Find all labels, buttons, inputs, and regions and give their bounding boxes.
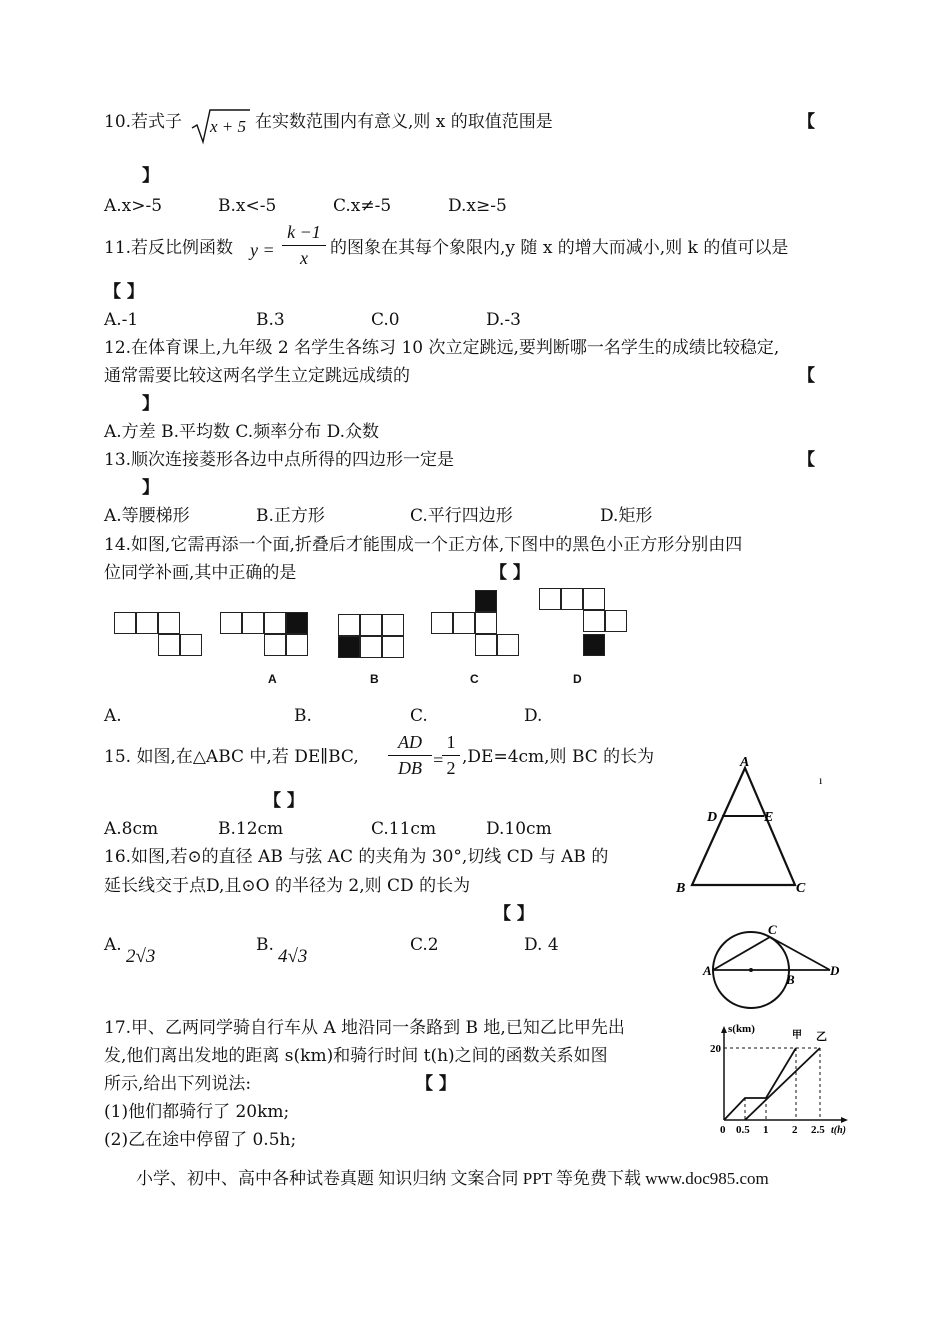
q15-option-b: B.12cm xyxy=(218,819,284,839)
q11-option-b: B.3 xyxy=(256,310,285,330)
q16-option-a-value: 2√3 xyxy=(126,946,156,967)
q15-option-a: A.8cm xyxy=(104,819,159,839)
q16-line2: 延长线交于点D,且⊙O 的半径为 2,则 CD 的长为 xyxy=(104,876,471,896)
q16-bracket: 【 】 xyxy=(494,904,534,924)
q10-bracket-open: 【 xyxy=(798,112,815,132)
q17-line2: 发,他们离出发地的距离 s(km)和骑行时间 t(h)之间的函数关系如图 xyxy=(104,1046,608,1066)
net-cell xyxy=(158,634,180,656)
net-cell xyxy=(561,588,583,610)
net-cell xyxy=(264,612,286,634)
q14-bracket: 【 】 xyxy=(490,563,530,583)
q16-circle-figure xyxy=(700,920,850,1020)
q14-fig-label-d: D xyxy=(573,672,582,686)
q14-line2: 位同学补画,其中正确的是 xyxy=(104,563,297,583)
q16-label-c: C xyxy=(768,922,777,937)
q12-options: A.方差 B.平均数 C.频率分布 D.众数 xyxy=(104,422,380,442)
q12-line2: 通常需要比较这两名学生立定跳远成绩的 xyxy=(104,366,410,386)
q16-option-b: B. xyxy=(256,935,274,955)
q15-option-d: D.10cm xyxy=(486,819,552,839)
q15-rest: ,DE=4cm,则 BC 的长为 xyxy=(462,747,655,767)
q17-yi-label: 乙 xyxy=(816,1031,827,1043)
net-cell xyxy=(114,612,136,634)
net-cell-black xyxy=(286,612,308,634)
q15-label-c: C xyxy=(796,881,806,896)
net-cell-black xyxy=(583,634,605,656)
q13-option-d: D.矩形 xyxy=(600,506,653,526)
q12-bracket-open: 【 xyxy=(798,366,815,386)
q14-fig-label-c: C xyxy=(470,672,479,686)
q15-label-e: E xyxy=(764,810,774,825)
q11-num: k −1 xyxy=(287,222,321,242)
q16-label-d: D xyxy=(830,963,840,978)
q16-line1: 16.如图,若⊙的直径 AB 与弦 AC 的夹角为 30°,切线 CD 与 AB 的 xyxy=(104,847,609,867)
q14-fig-label-b: B xyxy=(370,672,379,686)
net-cell-black xyxy=(475,590,497,612)
q11-stem: 11.若反比例函数 xyxy=(104,238,234,258)
q11-option-c: C.0 xyxy=(371,310,400,330)
net-cell xyxy=(583,610,605,632)
footer-advert: 小学、初中、高中各种试卷真题 知识归纳 文案合同 PPT 等免费下载 www.doc985.com xyxy=(136,1169,769,1188)
q15-label-d: D xyxy=(707,810,718,825)
q14-option-b: B. xyxy=(294,706,312,726)
net-cell xyxy=(539,588,561,610)
q10-option-b: B.x<-5 xyxy=(218,196,277,216)
net-cell xyxy=(338,614,360,636)
q15-eq: = xyxy=(432,750,445,770)
q15-label-b: B xyxy=(676,881,686,896)
q17-graph-figure xyxy=(712,1018,862,1142)
q11-rest: 的图象在其每个象限内,y 随 x 的增大而减小,则 k 的值可以是 xyxy=(330,238,789,258)
net-cell xyxy=(158,612,180,634)
q17-statement-2: (2)乙在途中停留了 0.5h; xyxy=(104,1130,297,1150)
net-cell xyxy=(264,634,286,656)
q10-option-a: A.x>-5 xyxy=(104,196,163,216)
net-cell xyxy=(180,634,202,656)
q13-bracket-open: 【 xyxy=(798,450,815,470)
net-cell xyxy=(497,634,519,656)
q10-option-c: C.x≠-5 xyxy=(333,196,392,216)
q10-radicand: x + 5 xyxy=(210,117,247,136)
q17-x2: 2 xyxy=(792,1124,798,1136)
q16-option-d: D. 4 xyxy=(524,935,559,955)
q11-option-a: A.-1 xyxy=(104,310,139,330)
q15-stem: 15. 如图,在△ABC 中,若 DE∥BC, xyxy=(104,747,359,767)
q17-statement-1: (1)他们都骑行了 20km; xyxy=(104,1102,290,1122)
q11-option-d: D.-3 xyxy=(486,310,521,330)
q16-option-b-value: 4√3 xyxy=(278,946,308,967)
q14-fig-label-a: A xyxy=(268,672,277,686)
q16-label-b: B xyxy=(786,972,795,987)
q15-bracket: 【 】 xyxy=(264,791,304,811)
q10-bracket-close: 】 xyxy=(142,166,159,186)
q15-fnum: 1 xyxy=(446,732,456,752)
q15-triangle-figure xyxy=(670,750,830,900)
q16-label-a: A xyxy=(703,963,712,978)
q17-xlabel: t(h) xyxy=(831,1125,846,1136)
net-cell xyxy=(220,612,242,634)
q17-line1: 17.甲、乙两同学骑自行车从 A 地沿同一条路到 B 地,已知乙比甲先出 xyxy=(104,1018,625,1038)
net-cell xyxy=(583,588,605,610)
q17-bracket: 【 】 xyxy=(416,1074,456,1094)
q17-jia-label: 甲 xyxy=(792,1030,802,1041)
q12-bracket-close: 】 xyxy=(142,394,159,414)
q17-x05: 0.5 xyxy=(736,1124,750,1136)
q10-option-d: D.x≥-5 xyxy=(448,196,507,216)
net-cell xyxy=(475,634,497,656)
net-cell xyxy=(431,612,453,634)
q17-x0: 0 xyxy=(720,1124,726,1136)
q10-stem: 10.若式子 xyxy=(104,112,183,132)
q13-stem: 13.顺次连接菱形各边中点所得的四边形一定是 xyxy=(104,450,455,470)
q14-line1: 14.如图,它需再添一个面,折叠后才能围成一个正方体,下图中的黑色小正方形分别由四 xyxy=(104,535,743,555)
net-cell xyxy=(453,612,475,634)
q12-line1: 12.在体育课上,九年级 2 名学生各练习 10 次立定跳远,要判断哪一名学生的成绩比较稳定, xyxy=(104,338,780,358)
net-cell xyxy=(360,636,382,658)
q14-option-d: D. xyxy=(524,706,543,726)
q15-fden: 2 xyxy=(446,758,456,778)
q15-mark: ı xyxy=(819,773,823,787)
net-cell xyxy=(360,614,382,636)
net-cell xyxy=(382,636,404,658)
q17-y20: 20 xyxy=(710,1043,721,1055)
net-cell xyxy=(136,612,158,634)
net-cell-black xyxy=(338,636,360,658)
q17-line3: 所示,给出下列说法: xyxy=(104,1074,252,1094)
q17-ylabel: s(km) xyxy=(728,1023,755,1035)
net-cell xyxy=(605,610,627,632)
q16-option-c: C.2 xyxy=(410,935,439,955)
q15-option-c: C.11cm xyxy=(371,819,437,839)
net-cell xyxy=(475,612,497,634)
q10-rest: 在实数范围内有意义,则 x 的取值范围是 xyxy=(255,112,553,132)
q17-x25: 2.5 xyxy=(811,1124,825,1136)
q17-x1: 1 xyxy=(763,1124,769,1136)
q11-den: x xyxy=(300,248,308,268)
q13-option-b: B.正方形 xyxy=(256,506,325,526)
q13-bracket-close: 】 xyxy=(142,478,159,498)
q15-label-a: A xyxy=(740,755,750,770)
net-cell xyxy=(286,634,308,656)
q11-bracket: 【 】 xyxy=(104,282,144,302)
q15-fraction-ad-db xyxy=(388,732,432,779)
q14-option-a: A. xyxy=(104,706,122,726)
q15-fraction-half xyxy=(442,732,460,779)
net-cell xyxy=(242,612,264,634)
q16-option-a: A. xyxy=(104,935,122,955)
q13-option-a: A.等腰梯形 xyxy=(104,506,190,526)
q15-num: AD xyxy=(398,732,422,752)
q15-den: DB xyxy=(398,758,422,778)
q14-option-c: C. xyxy=(410,706,428,726)
net-cell xyxy=(382,614,404,636)
q11-y: y = xyxy=(250,240,275,260)
q13-option-c: C.平行四边形 xyxy=(410,506,513,526)
q11-fraction xyxy=(282,222,326,269)
